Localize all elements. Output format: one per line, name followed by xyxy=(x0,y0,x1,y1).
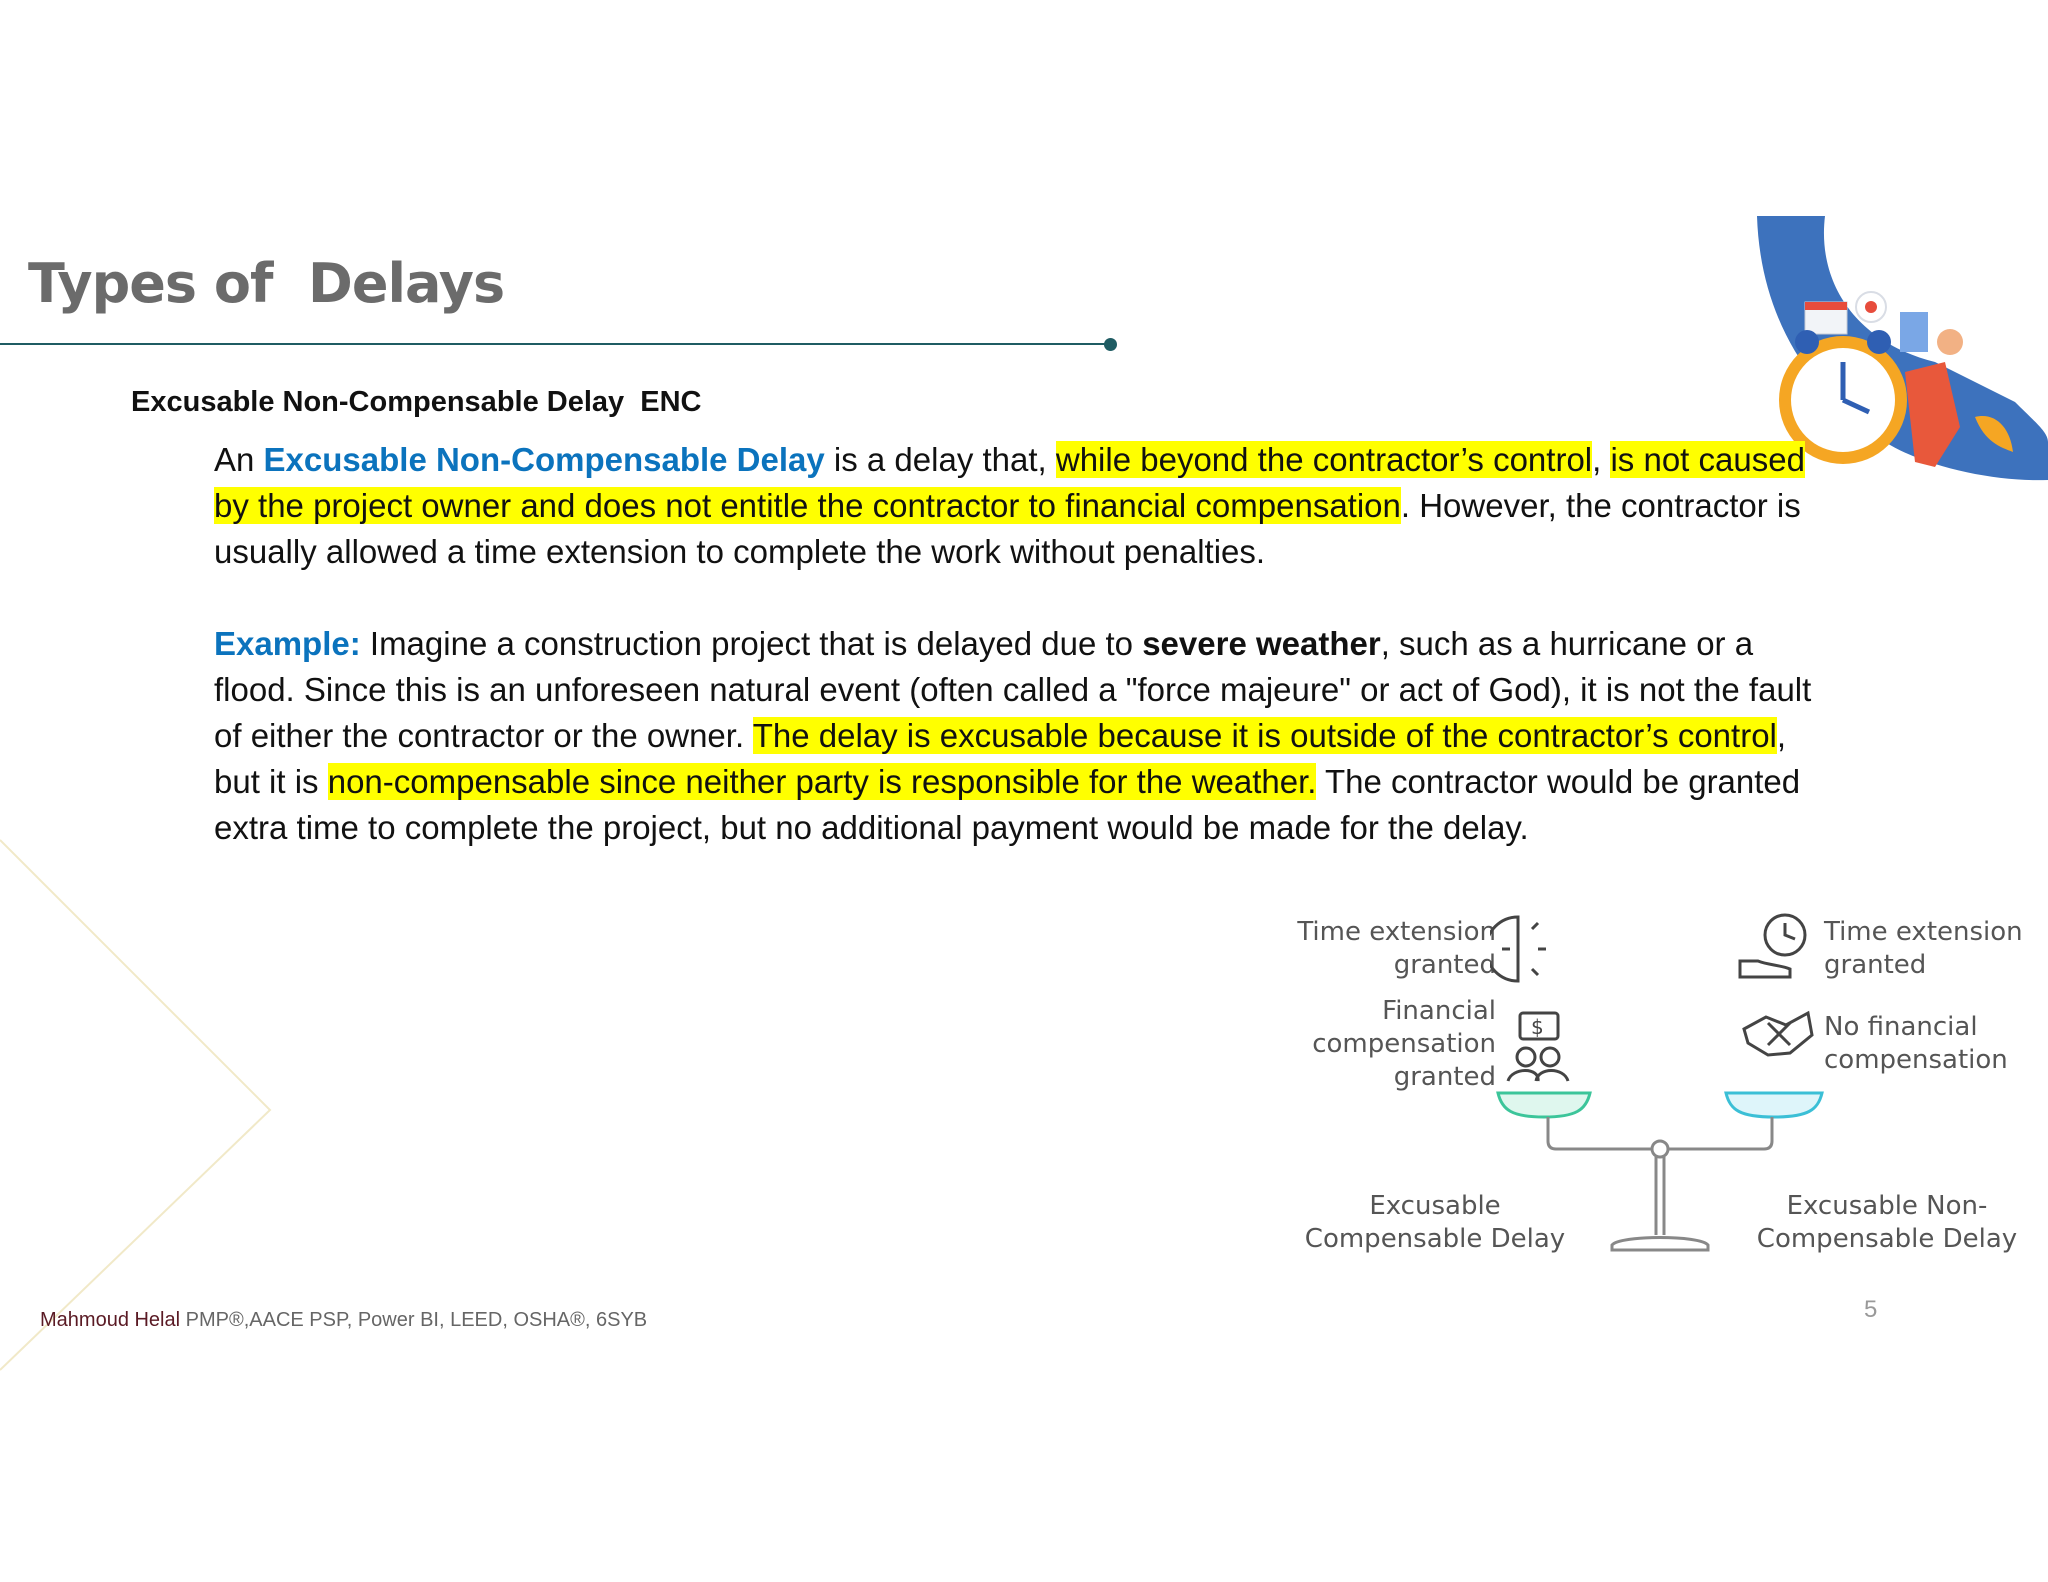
paragraph-text: The contractor would be granted extra time to complete the project, but no additional payment would be made for the delay. xyxy=(214,763,1801,846)
label-line: Financial xyxy=(1382,996,1496,1026)
page-number: 5 xyxy=(1864,1296,1878,1323)
author-credentials: PMP®,AACE PSP, Power BI, LEED, OSHA®, 6SYB xyxy=(180,1309,648,1331)
example-paragraph xyxy=(214,621,1834,851)
label-line: Compensable Delay xyxy=(1756,1224,2018,1254)
label-line: granted xyxy=(1393,1062,1496,1092)
example-label: Example: xyxy=(214,625,361,662)
label-line: Excusable Non- xyxy=(1786,1191,1988,1221)
svg-text:$: $ xyxy=(1531,1015,1544,1039)
label-line: Time extension xyxy=(1297,917,1496,947)
paragraph-text: , such as a hurricane or a flood. Since this is an unforeseen natural event (often called a "force majeure" or act of God), it is not the fault of either the contractor or the owner. xyxy=(214,625,1812,754)
left-financial-label xyxy=(1250,995,1496,1094)
label-line: compensation xyxy=(1312,1029,1496,1059)
paragraph-text: An xyxy=(214,441,264,478)
paragraph-text: , xyxy=(1592,441,1611,478)
right-time-extension-label xyxy=(1824,916,2044,982)
right-pan xyxy=(1726,1093,1822,1117)
author-name: Mahmoud Helal xyxy=(40,1309,181,1331)
highlighted-text: while beyond the contractor’s control xyxy=(1055,441,1593,478)
footer-credit xyxy=(40,1309,647,1332)
paragraph-text: , but it is xyxy=(214,717,1787,800)
handshake-cross-icon xyxy=(1744,1013,1812,1055)
label-line: granted xyxy=(1824,950,1927,980)
term-highlight: Excusable Non-Compensable Delay xyxy=(263,441,825,478)
left-time-extension-label xyxy=(1250,916,1496,982)
paragraph-text: Imagine a construction project that is delayed due to xyxy=(360,625,1143,662)
label-line: compensation xyxy=(1824,1045,2008,1075)
paragraph-text: is a delay that, xyxy=(824,441,1056,478)
highlighted-text: non-compensable since neither party is responsible for the weather. xyxy=(327,763,1317,800)
clock-half-icon xyxy=(1490,917,1546,981)
bold-text: severe weather xyxy=(1142,625,1381,662)
highlighted-text: is not caused by the project owner and does not entitle the contractor to financial compensation xyxy=(214,441,1805,524)
label-line: No financial xyxy=(1824,1012,1978,1042)
highlighted-text: The delay is excusable because it is outside of the contractor’s control xyxy=(752,717,1777,754)
label-line: granted xyxy=(1393,950,1496,980)
clock-hand-icon xyxy=(1740,915,1805,977)
left-pan xyxy=(1498,1093,1590,1117)
title-divider-dot xyxy=(1104,338,1117,351)
section-subtitle: Excusable Non-Compensable Delay ENC xyxy=(131,386,702,418)
page-title: Types of Delays xyxy=(28,252,505,315)
label-line: Excusable xyxy=(1369,1191,1501,1221)
title-divider xyxy=(0,343,1110,345)
right-financial-label xyxy=(1824,1011,2044,1077)
label-line: Compensable Delay xyxy=(1304,1224,1566,1254)
paragraph-text: . However, the contractor is usually allowed a time extension to complete the work without penalties. xyxy=(214,487,1801,570)
money-people-icon xyxy=(1508,1013,1568,1081)
balance-scale-icon xyxy=(1490,905,1840,1260)
label-line: Time extension xyxy=(1824,917,2023,947)
definition-paragraph xyxy=(214,437,1834,575)
